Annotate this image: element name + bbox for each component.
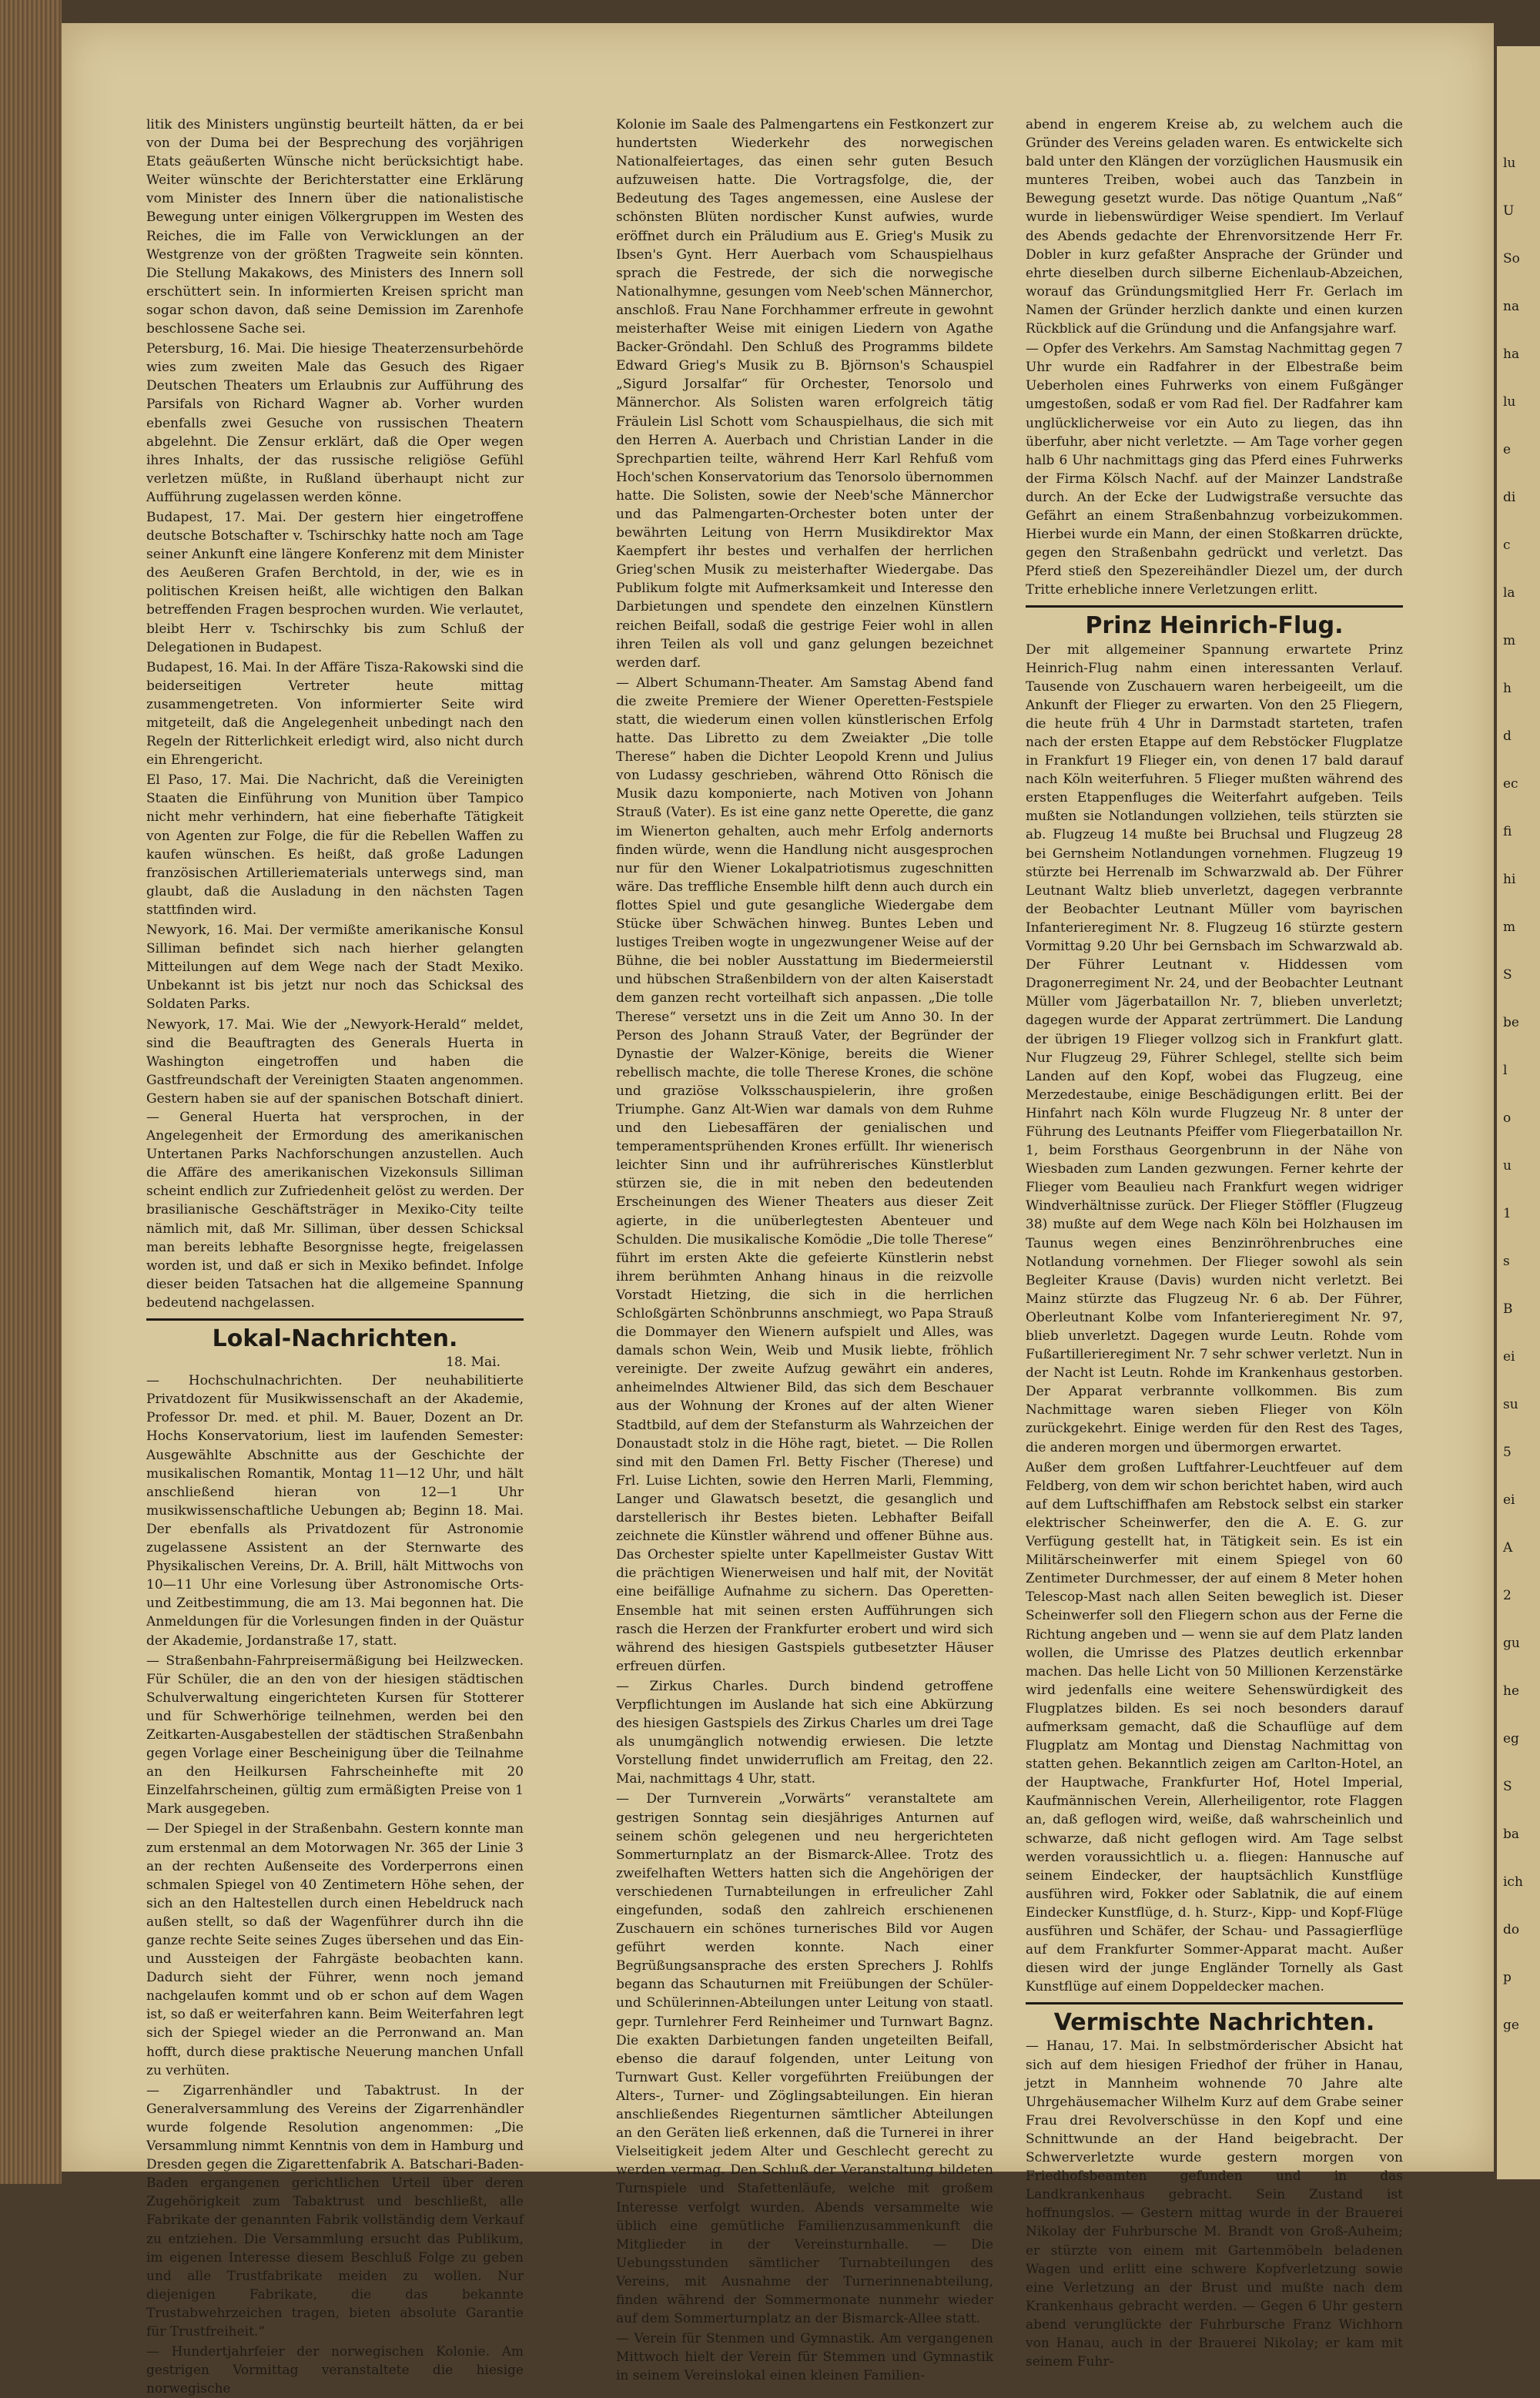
edge-fragment: ge <box>1503 2018 1519 2033</box>
section-rule <box>146 1318 524 1321</box>
edge-fragment: di <box>1503 490 1516 505</box>
edge-fragment: he <box>1503 1683 1520 1699</box>
edge-fragment: na <box>1503 299 1520 314</box>
edge-fragment: lu <box>1503 156 1516 171</box>
edge-fragment: So <box>1503 251 1520 266</box>
article-paragraph: El Paso, 17. Mai. Die Nachricht, daß die Vereinigten Staaten die Einführung von Munition über Tampico nicht mehr verhindern, hat eine fieberhafte Tätigkeit von Agenten zur Folge, die für die Rebellen Waffen zu kaufen wünschen. Es heißt, daß große Ladungen französischen Artilleriematerials unterwegs sind, man glaubt, daß die Ausladung in den nächsten Tagen stattfinden wird. <box>146 772 524 918</box>
edge-fragment: su <box>1503 1397 1518 1412</box>
edge-fragment: 5 <box>1503 1445 1512 1460</box>
edge-fragment: m <box>1503 919 1516 935</box>
edge-fragment: eg <box>1503 1731 1519 1747</box>
edge-fragment: u <box>1503 1158 1512 1174</box>
section-rule <box>1026 605 1403 608</box>
edge-fragment: S <box>1503 967 1512 983</box>
edge-fragment: S <box>1503 1779 1512 1794</box>
article-paragraph: Der mit allgemeiner Spannung erwartete Prinz Heinrich-Flug nahm einen interessanten Verlauf. Tausende von Zuschauern waren herbeigeeilt, um die Ankunft der Flieger zu erwarten. Von den 25 Fliegern, die heute früh 4 Uhr in Darmstadt starteten, trafen nach der ersten Etappe auf dem Rebstöcker Flugplatze in Frankfurt 19 Flieger ein, von denen 17 bald darauf nach Köln weiterfuhren. 5 Flieger mußten während des ersten Etappenfluges die Weiterfahrt aufgeben. Teils mußten sie Notlandungen vollziehen, teils stürzten sie ab. Flugzeug 14 mußte bei Bruchsal und Flugzeug 28 bei Gernsheim Notlandungen vornehmen. Flugzeug 19 stürzte bei Herrenalb im Schwarzwald ab. Der Führer Leutnant Waltz blieb unverletzt, dagegen verbrannte der Beobachter Leutnant Müller vom bayrischen Infanterieregiment Nr. 8. Flugzeug 16 stürzte gestern Vormittag 9.20 Uhr bei Gernsbach im Schwarzwald ab. Der Führer Leutnant v. Hiddessen vom Dragonerregiment Nr. 24, und der Beobachter Leutnant Müller vom Jägerbataillon Nr. 7, blieben unverletzt; dagegen wurde der Apparat zertrümmert. Die Landung der übrigen 19 Flieger vollzog sich in Frankfurt glatt. Nur Flugzeug 29, Führer Schlegel, stellte sich beim Landen auf den Kopf, wobei das Flugzeug, eine Merzedestaube, einige Beschädigungen erlitt. Bei der Hinfahrt nach Köln wurde Flugzeug Nr. 8 unter der Führung des Leutnants Pfeiffer vom Fliegerbataillon Nr. 1, beim Forsthaus Georgenbrunn in der Nähe von Wiesbaden zum Landen gezwungen. Ferner kehrte der Flieger vom Beaulieu nach Frankfurt wegen widriger Windverhältnisse zurück. Der Flieger Stöffler (Flugzeug 38) mußte auf dem Wege nach Köln bei Holzhausen im Taunus wegen eines Benzinröhrenbruches eine Notlandung vornehmen. Der Flieger sowohl als sein Begleiter Krause (Davis) wurden nicht verletzt. Bei Mainz stürzte das Flugzeug Nr. 6 ab. Der Führer, Oberleutnant Kolbe vom Infanterieregiment Nr. 97, blieb unverletzt. Dagegen wurde Leutn. Rohde vom Fußartillerieregiment Nr. 7 sehr schwer verletzt. Nun in der Nacht ist Leutn. Rohde im Krankenhaus gestorben. Der Apparat verbrannte vollkommen. Bis zum Nachmittage waren sieben Flieger von Köln zurückgekehrt. Einige werden für den Rest des Tages, die anderen morgen und übermorgen erwartet. <box>1026 641 1403 1455</box>
edge-fragment: ba <box>1503 1827 1520 1842</box>
column-left <box>146 116 524 2397</box>
article-paragraph: — Hochschulnachrichten. Der neuhabilitierte Privatdozent für Musikwissenschaft an der Akademie, Professor Dr. med. et phil. M. Bauer, Dozent an Dr. Hochs Konservatorium, liest im laufenden Semester: Ausgewählte Abschnitte aus der Geschichte der musikalischen Romantik, Montag 11—12 Uhr, und hält anschließend hieran von 12—1 Uhr musikwissenschaftliche Uebungen ab; Beginn 18. Mai. Der ebenfalls als Privatdozent für Astronomie zugelassene Assistent an der Sternwarte des Physikalischen Vereins, Dr. A. Brill, hält Mittwochs von 10—11 Uhr eine Vorlesung über Astronomische Orts- und Zeitbestimmung, die am 13. Mai begonnen hat. Die Anmeldungen für die Vorlesungen finden in der Quästur der Akademie, Jordanstraße 17, statt. <box>146 1373 524 1649</box>
article-paragraph: — Der Turnverein „Vorwärts“ veranstaltete am gestrigen Sonntag sein diesjähriges Anturnen auf seinem schön gelegenen und neu hergerichteten Sommerturnplatz an der Bismarck-Allee. Trotz des zweifelhaften Wetters hatten sich die Angehörigen der verschiedenen Turnabteilungen in erfreulicher Zahl eingefunden, sodaß den zahlreich erschienenen Zuschauern ein schönes turnerisches Bild vor Augen geführt werden konnte. Nach einer Begrüßungsansprache des ersten Sprechers J. Rohlfs begann das Schauturnen mit Freiübungen der Schüler- und Schülerinnen-Abteilungen unter Leitung von staatl. gepr. Turnlehrer Ferd Reinheimer und Turnwart Bagnz. Die exakten Darbietungen fanden ungeteilten Beifall, ebenso die darauf folgenden, unter Leitung von Turnwart Gust. Keller vorgeführten Freiübungen der Alters-, Turner- und Zöglingsabteilungen. Ein hieran anschließendes Riegenturnen sämtlicher Abteilungen an den Geräten ließ erkennen, daß die Turnerei in ihrer Vielseitigkeit jedem Alter und Geschlecht gerecht zu werden vermag. Den Schluß der Veranstaltung bildeten Turnspiele und Stafettenläufe, welche mit großem Interesse verfolgt wurden. Abends versammelte wie üblich eine gemütliche Familienzusammenkunft die Mitglieder in der Vereinsturnhalle. — Die Uebungsstunden sämtlicher Turnabteilungen des Vereins, mit Ausnahme der Turnerinnenabteilung, finden während der Sommermonate nunmehr wieder auf dem Sommerturnplatz an der Bismarck-Allee statt. <box>616 1791 993 2327</box>
edge-fragment: m <box>1503 633 1516 648</box>
section-heading: Vermischte Nachrichten. <box>1053 2009 1375 2037</box>
article-paragraph: abend in engerem Kreise ab, zu welchem auch die Gründer des Vereins geladen waren. Es entwickelte sich bald unter den Klängen der vorzüglichen Hausmusik ein munteres Treiben, wobei auch das Tanzbein in Bewegung gesetzt wurde. Das nötige Quantum „Naß“ wurde in liebenswürdiger Weise spendiert. Im Verlauf des Abends gedachte der Ehrenvorsitzende Herr Fr. Dobler in kurz gefaßter Ansprache der Gründer und ehrte dieselben durch silberne Eichenlaub-Abzeichen, worauf das Gründungsmitglied Herr Fr. Gerlach im Namen der Gründer herzlich dankte und einen kurzen Rückblick auf die Gründung und die Anfangsjahre warf. <box>1026 117 1403 337</box>
edge-fragment: be <box>1503 1015 1519 1030</box>
article-paragraph: litik des Ministers ungünstig beurteilt hätten, da er bei von der Duma bei der Besprechung des vorjährigen Etats geäußerten Wünsche nicht berücksichtigt habe. Weiter wünschte der Berichterstatter eine Erklärung vom Minister des Innern über die nationalistische Bewegung unter einigen Völkergruppen im Westen des Reiches, die im Falle von Verwicklungen an der Westgrenze von der größten Tragweite sein könnten. Die Stellung Makakows, des Ministers des Innern soll erschüttert sein. In informierten Kreisen spricht man sogar schon davon, daß seine Demission im Zarenhofe beschlossene Sache sei. <box>146 117 524 337</box>
edge-fragment: ich <box>1503 1874 1523 1890</box>
edge-fragment: d <box>1503 728 1512 744</box>
edge-fragment: h <box>1503 681 1512 696</box>
section-heading: Prinz Heinrich-Flug. <box>1085 612 1344 640</box>
edge-fragment: 2 <box>1503 1588 1512 1603</box>
book-binding-edge <box>0 0 62 2184</box>
column-middle <box>616 116 993 2384</box>
section-heading: Lokal-Nachrichten. <box>212 1325 458 1352</box>
article-paragraph: Newyork, 16. Mai. Der vermißte amerikanische Konsul Silliman befindet sich nach hierher gelangten Mitteilungen auf dem Wege nach der Stadt Mexiko. Unbekannt ist bis jetzt nur noch das Schicksal des Soldaten Parks. <box>146 923 524 1013</box>
edge-fragment: do <box>1503 1922 1520 1937</box>
edge-fragment: c <box>1503 538 1511 553</box>
edge-fragment: 1 <box>1503 1206 1512 1221</box>
article-paragraph: Kolonie im Saale des Palmengartens ein Festkonzert zur hundertsten Wiederkehr des norwegischen Nationalfeiertages, das einen sehr guten Besuch aufzuweisen hatte. Die Vortragsfolge, die, der Bedeutung des Tages angemessen, eine Auslese der schönsten Blüten nordischer Kunst aufwies, wurde eröffnet durch ein Präludium aus E. Grieg's Musik zu Ibsen's Gynt. Herr Auerbach vom Schauspielhaus sprach die Festrede, der sich die norwegische Nationalhymne, gesungen vom Neeb'schen Männerchor, anschloß. Frau Nane Forchhammer erfreute in gewohnt meisterhafter Weise mit einigen Liedern von Agathe Backer-Gröndahl. Den Schluß des Programms bildete Edward Grieg's Musik zu B. Björnson's Schauspiel „Sigurd Jorsalfar“ für Orchester, Tenorsolo und Männerchor. Als Solisten waren erfolgreich tätig Fräulein Lisl Schott vom Schauspielhaus, die sich mit den Herren A. Auerbach und Christian Lander in die Sprechpartien teilte, während Herr Karl Rehfuß vom Hoch'schen Konservatorium das Tenorsolo übernommen hatte. Die Solisten, sowie der Neeb'sche Männerchor und das Palmengarten-Orchester boten unter der bewährten Leitung von Herrn Musikdirektor Max Kaempfert ihr bestes und verhalfen der herrlichen Grieg'schen Musik zu meisterhafter Wiedergabe. Das Publikum folgte mit Aufmerksamkeit und Interesse den Darbietungen und spendete den einzelnen Künstlern reichen Beifall, sodaß die gestrige Feier wohl in allen ihren Teilen als voll und ganz gelungen bezeichnet werden darf. <box>616 117 993 671</box>
article-paragraph: Newyork, 17. Mai. Wie der „Newyork-Herald“ meldet, sind die Beauftragten des Generals Huerta in Washington eingetroffen und haben die Gastfreundschaft der Vereinigten Staaten angenommen. Gestern haben sie auf der spanischen Botschaft diniert. — General Huerta hat versprochen, in der Angelegenheit der Ermordung des amerikanischen Untertanen Parks Nachforschungen anzustellen. Auch die Affäre des amerikanischen Vizekonsuls Silliman scheint endlich zur Zufriedenheit gelöst zu werden. Der brasilianische Geschäftsträger in Mexiko-City teilte nämlich mit, daß Mr. Silliman, über dessen Schicksal man bereits lebhafte Besorgnisse hegte, freigelassen worden ist, und daß er sich in Mexiko befindet. Infolge dieser beiden Tatsachen hat die allgemeine Spannung bedeutend nachgelassen. <box>146 1016 524 1311</box>
edge-fragment: la <box>1503 585 1515 601</box>
edge-fragment: B <box>1503 1301 1513 1317</box>
edge-fragment: gu <box>1503 1636 1520 1651</box>
edge-fragment: ec <box>1503 776 1518 792</box>
article-paragraph: — Zirkus Charles. Durch bindend getroffene Verpflichtungen im Auslande hat sich eine Abkürzung des hiesigen Gastspiels des Zirkus Charles um drei Tage als unumgänglich notwendig erwiesen. Die letzte Vorstellung findet unwiderruflich am Freitag, den 22. Mai, nachmittags 4 Uhr, statt. <box>616 1678 993 1787</box>
edge-fragment: hi <box>1503 872 1516 887</box>
edge-fragment: l <box>1503 1063 1508 1078</box>
edge-fragment: ha <box>1503 347 1520 362</box>
edge-fragment: ei <box>1503 1349 1515 1365</box>
article-paragraph: Budapest, 16. Mai. In der Affäre Tisza-Rakowski sind die beiderseitigen Vertreter heute mittag zusammengetreten. Von informierter Seite wird mitgeteilt, daß die Angelegenheit unbedingt nach den Regeln der Ritterlichkeit erledigt wird, also nicht durch ein Ehrengericht. <box>146 659 524 769</box>
section-rule <box>1026 2002 1403 2004</box>
article-paragraph: — Albert Schumann-Theater. Am Samstag Abend fand die zweite Premiere der Wiener Operetten-Festspiele statt, die wiederum einen vollen künstlerischen Erfolg hatte. Das Libretto zu dem Zweiakter „Die tolle Therese“ haben die Dichter Leopold Krenn und Julius von Ludassy geschrieben, während Otto Rönisch die Musik dazu komponierte, nach Motiven von Johann Strauß (Vater). Es ist eine ganz nette Operette, die ganz im Wienerton gehalten, auch mehr Erfolg andernorts finden würde, wenn die Handlung nicht ausgesprochen nur für den Wiener Lokalpatriotismus zugeschnitten wäre. Das treffliche Ensemble hilft denn auch durch ein flottes Spiel und gute gesangliche Wiedergabe dem Stücke über Schwächen hinweg. Buntes Leben und lustiges Treiben wogte in ungezwungener Weise auf der Bühne, die bei nobler Ausstattung im Biedermeierstil und hübschen Straßenbildern von der alten Kaiserstadt dem ganzen recht vorteilhaft sich anpassen. „Die tolle Therese“ versetzt uns in die Zeit um Anno 30. In der Person des Johann Strauß Vater, der Begründer der Dynastie der Walzer-Könige, bereits die Wiener rebellisch machte, die tolle Therese Krones, die schöne und graziöse Volksschauspielerin, ihre großen Triumphe. Ganz Alt-Wien war damals von dem Ruhme und den Liebesaffären der genialischen und temperamentsprühenden Krones erfüllt. Ihr wienerisch leichter Sinn und ihr aufrührerisches Künstlerblut stürzen sie, die in mit neben den bedeutenden Erscheinungen des Wiener Theaters aus dieser Zeit agierte, in die unüberlegtesten Abenteuer und Schulden. Die musikalische Komödie „Die tolle Therese“ führt im ersten Akte die gefeierte Künstlerin nebst ihrem berühmten Anhang hinaus in die reizvolle Vorstadt Hietzing, die sich in die herrlichen Schloßgärten Schönbrunns anschmiegt, wo Papa Strauß die Dommayer den Wienern aufspielt und Alles, was damals schon Wein, Weib und Musik liebte, fröhlich vereinigte. Der zweite Aufzug gewährt ein anderes, anheimelndes Altwiener Bild, das sich dem Beschauer aus der Wohnung der Krones auf der alten Wiener Stadtbild, auf dem der Stefansturm als Wahrzeichen der Donaustadt stolz in die Höhe ragt, bietet. — Die Rollen sind mit den Damen Frl. Betty Fischer (Therese) und Frl. Luise Lichten, sowie den Herren Marli, Flemming, Langer und Glawatsch besetzt, die gesanglich und darstellerisch ihr Bestes bieten. Lebhafter Beifall zeichnete die Künstler während und offener Bühne aus. Das Orchester spielte unter Kapellmeister Gustav Witt die prächtigen Wienerweisen und half mit, der Novität eine beifällige Aufnahme zu sichern. Das Operetten-Ensemble hat mit seinen ersten Aufführungen sich rasch die Herzen der Frankfurter erobert und wird sich während des hiesigen Gastspiels gutbesetzter Häuser erfreuen dürfen. <box>616 675 993 1674</box>
edge-fragment: s <box>1503 1254 1510 1269</box>
article-paragraph: Budapest, 17. Mai. Der gestern hier eingetroffene deutsche Botschafter v. Tschirschky hatte noch am Tage seiner Ankunft eine längere Konferenz mit dem Minister des Aeußeren Grafen Berchtold, in der, wie es in politischen Kreisen heißt, alle wichtigen den Balkan betreffenden Fragen besprochen wurden. Wie verlautet, bleibt Herr v. Tschirschky bis zum Schluß der Delegationen in Budapest. <box>146 509 524 655</box>
article-paragraph: — Verein für Stenmen und Gymnastik. Am vergangenen Mittwoch hielt der Verein für Stemmen und Gymnastik in seinem Vereinslokal einen kleinen Familien- <box>616 2331 993 2384</box>
edge-fragment: e <box>1503 442 1512 457</box>
article-paragraph: — Straßenbahn-Fahrpreisermäßigung bei Heilzwecken. Für Schüler, die an den von der hiesigen städtischen Schulverwaltung eingerichteten Kursen für Stotterer und für Schwerhörige teilnehmen, werden bei den Zeitkarten-Ausgabestellen der städtischen Straßenbahn gegen Vorlage einer Bescheinigung über die Teilnahme an den Heilkursen Fahrscheinhefte mit 20 Einzelfahrscheinen, gültig zum ermäßigten Preise von 1 Mark ausgegeben. <box>146 1653 524 1817</box>
edge-fragment: ei <box>1503 1492 1515 1508</box>
article-paragraph: — Opfer des Verkehrs. Am Samstag Nachmittag gegen 7 Uhr wurde ein Radfahrer in der Elbestraße beim Ueberholen eines Fuhrwerks von einem Fußgänger umgestoßen, sodaß er vom Rad fiel. Der Radfahrer kam unglücklicherweise vor ein Auto zu liegen, das ihn überfuhr, aber nicht verletzte. — Am Tage vorher gegen halb 6 Uhr nachmittags ging das Pferd eines Fuhrwerks der Firma Kölsch Nachf. auf der Mainzer Landstraße durch. An der Ecke der Ludwigstraße versuchte das Gefährt an einem Straßenbahnzug vorbeizukommen. Hierbei wurde ein Mann, der einen Stoßkarren drückte, gegen den Straßenbahn gedrückt und verletzt. Das Pferd stieß den Spezereihändler Diezel um, der durch Tritte erhebliche innere Verletzungen erlitt. <box>1026 341 1403 598</box>
dateline: 18. Mai. <box>446 1355 500 1371</box>
article-paragraph: — Hundertjahrfeier der norwegischen Kolonie. Am gestrigen Vormittag veranstaltete die hiesige norwegische <box>146 2344 524 2397</box>
article-paragraph: — Zigarrenhändler und Tabaktrust. In der Generalversammlung des Vereins der Zigarrenhändler wurde folgende Resolution angenommen: „Die Versammlung nimmt Kenntnis von dem in Hamburg und Dresden gegen die Zigarettenfabrik A. Batschari-Baden-Baden ergangenen gerichtlichen Urteil über deren Zugehörigkeit zum Tabaktrust und beschließt, alle Fabrikate der genannten Fabrik vollständig dem Verkauf zu entziehen. Die Versammlung ersucht das Publikum, im eigenen Interesse diesem Beschluß Folge zu geben und alle Trustfabrikate meiden zu wollen. Nur diejenigen Fabrikate, die das bekannte Trustabwehrzeichen tragen, bieten absolute Garantie für Trustfreiheit.“ <box>146 2082 524 2339</box>
column-right <box>1026 116 1403 2370</box>
edge-fragment: A <box>1503 1540 1513 1556</box>
article-paragraph: Petersburg, 16. Mai. Die hiesige Theaterzensurbehörde wies zum zweiten Male das Gesuch des Rigaer Deutschen Theaters um Erlaubnis zur Aufführung des Parsifals von Richard Wagner ab. Vorher wurden ebenfalls zwei Gesuche von russischen Theatern abgelehnt. Die Zensur erklärt, daß die Oper wegen ihres Inhalts, der das russische religiöse Gefühl verletzen müßte, in Rußland überhaupt nicht zur Aufführung zugelassen werden könne. <box>146 341 524 505</box>
edge-fragment: o <box>1503 1110 1512 1126</box>
article-paragraph: Außer dem großen Luftfahrer-Leuchtfeuer auf dem Feldberg, von dem wir schon berichtet haben, wird auch auf dem Luftschiffhafen am Rebstock selbst ein starker elektrischer Scheinwerfer, den die A. E. G. zur Verfügung gestellt hat, in Tätigkeit sein. Es ist ein Militärscheinwerfer mit einem Spiegel von 60 Zentimeter Durchmesser, der auf einem 8 Meter hohen Telescop-Mast nach allen Seiten beweglich ist. Dieser Scheinwerfer soll den Fliegern schon aus der Ferne die Richtung angeben und — wenn sie auf dem Platz landen wollen, die Umrisse des Platzes deutlich erkennbar machen. Das helle Licht von 50 Millionen Kerzenstärke wird jedenfalls eine weitere Sehenswürdigkeit des Flugplatzes bilden. Es sei noch besonders darauf aufmerksam gemacht, daß die Schauflüge auf dem Flugplatz am Montag und Dienstag Nachmittag von statten gehen. Bekanntlich zeigen am Carlton-Hotel, an der Hauptwache, Frankfurter Hof, Hotel Imperial, Kaufmännischen Verein, Allerheiligentor, rote Flaggen an, daß geflogen wird, weiße, daß wahrscheinlich und schwarze, daß nicht geflogen wird. Am Tage selbst werden voraussichtlich u. a. fliegen: Hannusche auf seinem Eindecker, der hauptsächlich Kunstflüge ausführen wird, Fokker oder Sablatnik, die auf einem Eindecker Kunstflüge, d. h. Sturz-, Kipp- und Kopf-Flüge ausführen und Schäfer, der Schau- und Passagierflüge auf dem Frankfurter Sommer-Apparat macht. Außer diesen wird der junge Engländer Tornelly als Gast Kunstflüge auf einem Doppeldecker machen. <box>1026 1459 1403 1995</box>
edge-fragment: fi <box>1503 824 1512 839</box>
edge-fragment: U <box>1503 203 1515 219</box>
edge-fragment: p <box>1503 1970 1512 1985</box>
edge-fragment: lu <box>1503 394 1516 410</box>
article-paragraph: — Hanau, 17. Mai. In selbstmörderischer Absicht hat sich auf dem hiesigen Friedhof der früher in Hanau, jetzt in Mannheim wohnende 70 Jahre alte Uhrgehäusemacher Wilhelm Kurz auf dem Grabe seiner Frau drei Revolverschüsse in den Kopf und eine Schnittwunde an der Hand beigebracht. Der Schwerverletzte wurde gestern morgen von Friedhofsbeamten gefunden und in das Landkrankenhaus gebracht. Sein Zustand ist hoffnungslos. — Gestern mittag wurde in der Brauerei Nikolay der Fuhrbursche M. Brandt von Groß-Auheim; er stürzte von einem mit Gartenmöbeln beladenen Wagen und erlitt eine schwere Kopfverletzung sowie eine Verletzung an der Brust und mußte nach dem Krankenhaus gebracht werden. — Gegen 6 Uhr gestern abend verunglückte der Fuhrbursche Franz Wichhorn von Hanau, auch in der Brauerei Nikolay; er kam mit seinem Fuhr- <box>1026 2038 1403 2370</box>
article-paragraph: — Der Spiegel in der Straßenbahn. Gestern konnte man zum erstenmal an dem Motorwagen Nr. 365 der Linie 3 an der rechten Außenseite des Vorderperrons einen schmalen Spiegel von 40 Zentimetern Höhe sehen, der sich an den Haltestellen durch einen Hebeldruck nach außen stellt, so daß der Wagenführer durch ihn die ganze rechte Seite seines Zuges übersehen und das Ein- und Aussteigen der Fahrgäste beobachten kann. Dadurch sieht der Führer, wenn noch jemand nachgelaufen kommt und ob er schon auf dem Wagen ist, so daß er weiterfahren kann. Beim Weiterfahren legt sich der Spiegel wieder an die Perronwand an. Man hofft, durch diese praktische Neuerung manchen Unfall zu verhüten. <box>146 1821 524 2078</box>
